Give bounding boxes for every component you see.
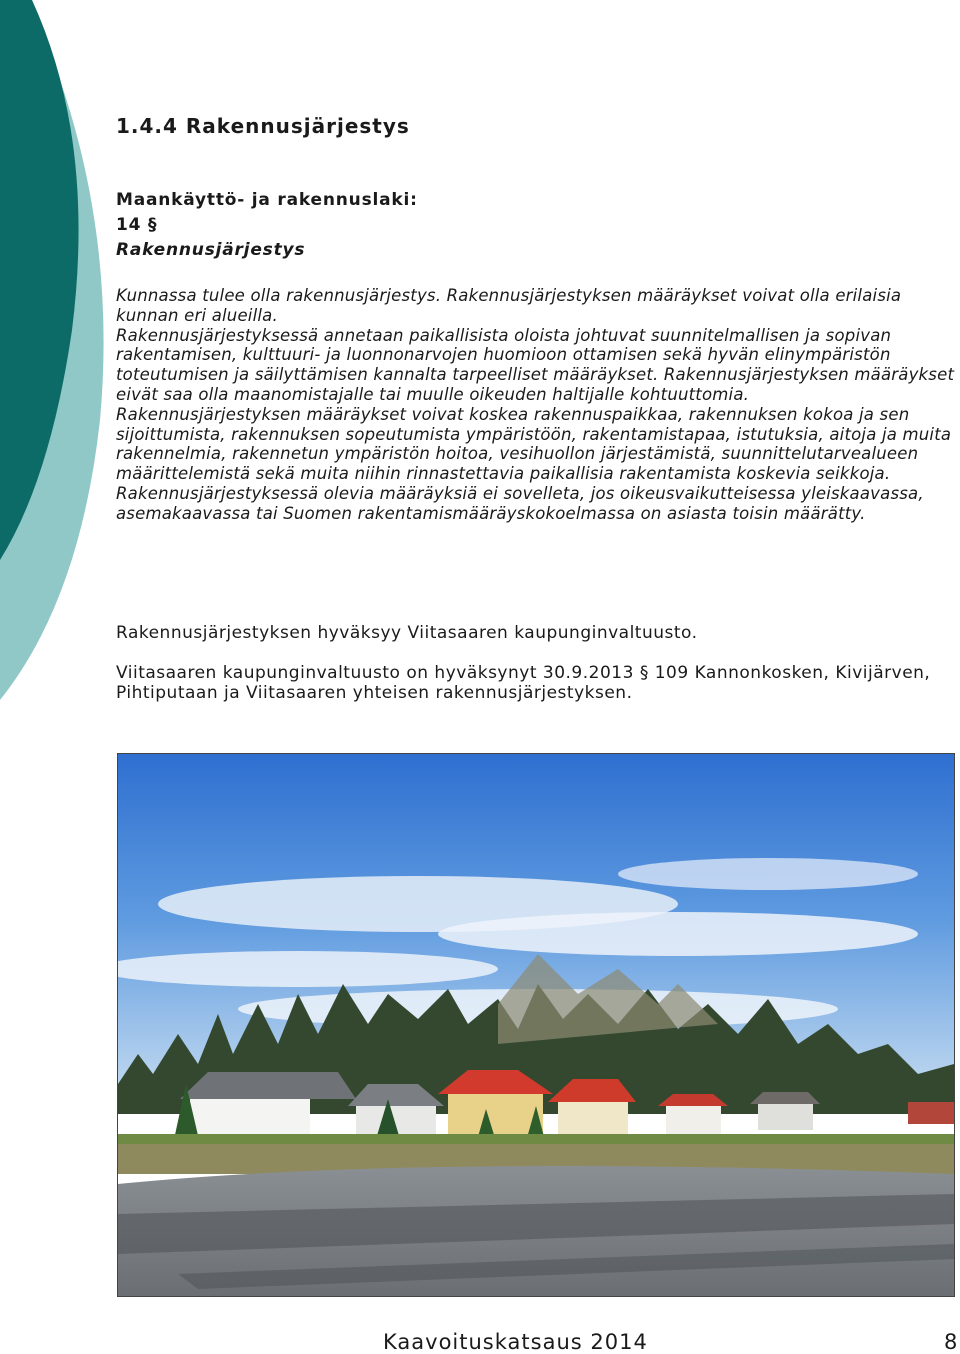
section-heading: 1.4.4 Rakennusjärjestys xyxy=(116,114,410,138)
page-number: 8 xyxy=(944,1330,958,1354)
approved-paragraph: Viitasaaren kaupunginvaltuusto on hyväksynyt 30.9.2013 § 109 Kannonkosken, Kivijärven, Pihtiputaan ja Viitasaaren yhteisen rakennusjärjestyksen. xyxy=(116,663,931,703)
approval-paragraph: Rakennusjärjestyksen hyväksyy Viitasaaren kaupunginvaltuusto. xyxy=(116,623,698,643)
quote-paragraph: Rakennusjärjestyksessä olevia määräyksiä ei sovelleta, jos oikeusvaikutteisessa yleiskaavassa, asemakaavassa tai Suomen rakentamismääräyskokoelmassa on asiasta toisin määrätty. xyxy=(116,483,924,523)
footer-title: Kaavoituskatsaus 2014 xyxy=(383,1330,648,1354)
cloud xyxy=(438,912,918,956)
decorative-arcs xyxy=(0,0,130,760)
law-section-number: 14 § xyxy=(116,215,158,235)
law-title: Maankäyttö- ja rakennuslaki: xyxy=(116,190,418,210)
cloud xyxy=(618,858,918,890)
law-section-subject: Rakennusjärjestys xyxy=(116,240,306,260)
law-quote xyxy=(116,286,958,524)
grass-strip xyxy=(118,1134,954,1144)
quote-paragraph: Rakennusjärjestyksessä annetaan paikallisista oloista johtuvat suunnitelmallisen ja sopivan rakentamisen, kulttuuri- ja luonnonarvojen huomioon ottamisen sekä hyvän elinympäristön toteutumisen ja säilyttämisen kannalta tarpeelliset määräykset. Rakennusjärjestyksen määräykset eivät saa olla maanomistajalle tai muulle oikeuden haltijalle kohtuuttomia. xyxy=(116,325,955,404)
house-far xyxy=(750,1092,820,1130)
quote-paragraph: Kunnassa tulee olla rakennusjärjestys. Rakennusjärjestyksen määräykset voivat olla erilaisia kunnan eri alueilla. xyxy=(116,286,902,325)
garage xyxy=(658,1094,728,1134)
red-building xyxy=(908,1102,954,1124)
quote-paragraph: Rakennusjärjestyksen määräykset voivat koskea rakennuspaikkaa, rakennuksen kokoa ja sen sijoittumista, rakennuksen sopeutumista ympäristöön, rakentamistapaa, istutuksia, aitoja ja muita rakennelmia, rakennetun ympäristön hoitoa, vesihuollon järjestämistä, suunnittelutarvealueen määrittelemistä sekä muita niihin rinnastettavia paikallisia rakentamista koskevia seikkoja. xyxy=(116,404,952,484)
landscape-photo xyxy=(117,753,955,1297)
